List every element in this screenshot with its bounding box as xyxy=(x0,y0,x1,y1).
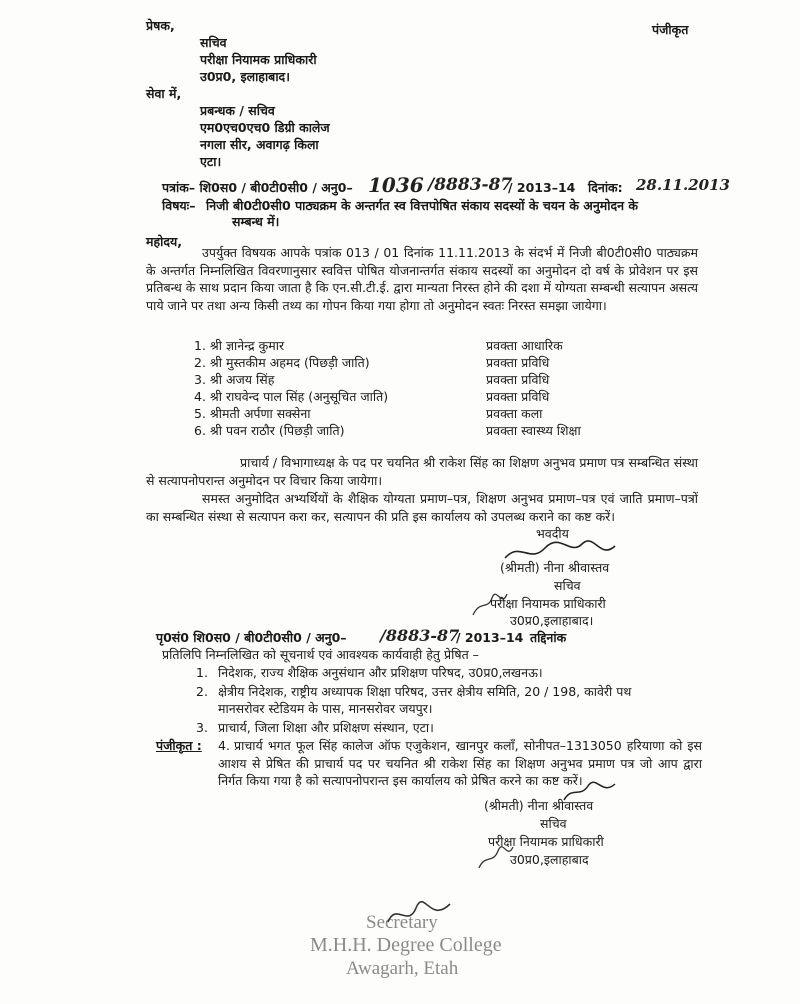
list-item xyxy=(194,406,311,422)
copy-item-text: क्षेत्रीय निदेशक, राष्ट्रीय अध्यापक शिक्षा परिषद, उत्तर क्षेत्रीय समिति, 20 / 198, कावेरी पथ xyxy=(218,684,632,699)
subject-text-line2: सम्बन्ध में। xyxy=(232,214,280,229)
recipient-line-1: प्रबन्धक / सचिव xyxy=(200,103,275,118)
signatory-title: सचिव xyxy=(540,816,567,831)
copy-ref-suffix: तद्दिनांक xyxy=(530,630,567,645)
recipient-line-3: नगला सीर, अवागढ़ किला xyxy=(200,137,319,152)
date-label: दिनांक: xyxy=(588,180,623,195)
list-item xyxy=(194,338,284,354)
initials-scribble-icon xyxy=(476,842,516,872)
copy-item-text: प्राचार्य, जिला शिक्षा और प्रशिक्षण संस्थान, एटा। xyxy=(218,720,434,735)
faculty-post: प्रवक्ता प्रविधि xyxy=(486,355,550,370)
registered-mark: पंजीकृत xyxy=(652,22,689,37)
copy-item-number: 4. xyxy=(218,738,230,753)
signatory-office: परीक्षा नियामक प्राधिकारी xyxy=(488,834,604,849)
signatory-city: उ0प्र0,इलाहाबाद। xyxy=(510,613,594,628)
sender-label: प्रेषक, xyxy=(146,18,175,33)
reference-year: / 2013–14 xyxy=(508,180,576,195)
recipient-line-4: एटा। xyxy=(200,154,222,169)
faculty-post: प्रवक्ता स्वास्थ्य शिक्षा xyxy=(486,423,581,438)
list-number: 5. xyxy=(194,406,206,421)
initials-scribble-icon xyxy=(470,590,510,620)
paragraph-2: प्राचार्य / विभागाध्यक्ष के पद पर चयनित श्री राकेश सिंह का शिक्षण अनुभव प्रमाण पत्र सम्बन्धित संस्था से सत्यापनोपरान्त अनुमोदन पर विचार किया जायेगा। xyxy=(146,455,698,488)
stamp-line-1: Secretary xyxy=(366,912,438,933)
paragraph-1: उपर्युक्त विषयक आपके पत्रांक 013 / 01 दिनांक 11.11.2013 के संदर्भ में निजी बी0टी0सी0 पाठ्यक्रम के अन्तर्गत निम्नलिखित विवरणानुसार स्ववित्त पोषित योजनान्तर्गत संकाय सदस्यों का अनुमोदन दो वर्ष के प्रोवेशन पर इस प्रतिबन्ध के साथ प्रदान किया जाता है कि एन.सी.टी.ई. द्वारा मान्यता निरस्त होने की दशा में योग्यता सम्बन्धी सत्यापन असत्य पाये जाने पर तथा अन्य किसी तथ्य का गोपन किया गया होगा तो अनुमोदन स्वतः निरस्त समझा जायेगा। xyxy=(146,245,698,313)
faculty-post: प्रवक्ता आधारिक xyxy=(486,338,563,353)
reference-number: 1036 xyxy=(368,173,424,197)
copy-intro: प्रतिलिपि निम्नलिखित को सूचनार्थ एवं आवश्यक कार्यवाही हेतु प्रेषित – xyxy=(162,647,479,662)
copy-ref-hand: /8883-87 xyxy=(380,626,460,645)
faculty-name: श्री मुस्तकीम अहमद (पिछड़ी जाति) xyxy=(209,355,370,370)
faculty-name: श्रीमती अर्पणा सक्सेना xyxy=(209,406,311,421)
list-item xyxy=(194,389,388,405)
faculty-post: प्रवक्ता प्रविधि xyxy=(486,372,550,387)
copy-item-number: 3. xyxy=(196,720,208,735)
faculty-post: प्रवक्ता कला xyxy=(486,406,543,421)
signatory-office: परीक्षा नियामक प्राधिकारी xyxy=(490,596,606,611)
list-number: 2. xyxy=(194,355,206,370)
signatory-name: (श्रीमती) नीना श्रीवास्तव xyxy=(484,798,594,813)
list-item xyxy=(194,355,370,371)
paragraph-3: समस्त अनुमोदित अभ्यर्थियों के शैक्षिक योग्यता प्रमाण–पत्र, शिक्षण अनुभव प्रमाण–पत्र एवं जाति प्रमाण–पत्रों का सम्बन्धित संस्था से सत्यापन करा कर, सत्यापन की प्रति इस कार्यालय को उपलब्ध कराने का कष्ट करें। xyxy=(146,491,698,524)
stamp-line-3: Awagarh, Etah xyxy=(346,958,459,979)
sender-line-2: परीक्षा नियामक प्राधिकारी xyxy=(200,52,317,67)
signatory-city: उ0प्र0,इलाहाबाद xyxy=(510,852,589,867)
date-value: 28.11.2013 xyxy=(636,176,730,194)
copy-item-4: प्राचार्य भगत फूल सिंह कालेज ऑफ एजुकेशन, खानपुर कलाँ, सोनीपत–1313050 हरियाणा को इस आशय से प्रेषित की प्राचार्य पद पर चयनित श्री राकेश सिंह का शिक्षण अनुभव प्रमाण पत्र जो आप द्वारा निर्गत किया गया है को सत्यापनोपरान्त इस कार्यालय को प्रेषित करने का कष्ट करें। xyxy=(218,738,702,788)
copy-item-number: 2. xyxy=(196,684,208,699)
stamp-line-2: M.H.H. Degree College xyxy=(310,934,502,956)
sender-line-1: सचिव xyxy=(200,35,227,50)
faculty-name: श्री पवन राठौर (पिछड़ी जाति) xyxy=(209,423,345,438)
subject-text: निजी बी0टी0सी0 पाठ्यक्रम के अन्तर्गत स्व वित्तपोषित संकाय सदस्यों के चयन के अनुमोदन के xyxy=(206,198,639,213)
recipient-line-2: एम0एच0एच0 डिग्री कालेज xyxy=(200,120,330,135)
list-number: 1. xyxy=(194,338,206,353)
faculty-post: प्रवक्ता प्रविधि xyxy=(486,389,550,404)
reference-hand-number: /8883-87 xyxy=(428,175,513,195)
list-number: 3. xyxy=(194,372,206,387)
salutation: महोदय, xyxy=(146,234,182,249)
list-number: 4. xyxy=(194,389,206,404)
registered-label: पंजीकृत : xyxy=(156,738,202,753)
list-item xyxy=(194,372,274,388)
signatory-title: सचिव xyxy=(554,578,581,593)
list-item xyxy=(194,423,345,439)
copy-item-number: 1. xyxy=(196,665,208,680)
subject-label: विषयः– xyxy=(162,198,196,213)
to-label: सेवा में, xyxy=(146,86,182,101)
stamp-signature-icon xyxy=(380,898,460,932)
copy-ref-prefix: पृ0सं0 शि0स0 / बी0टी0सी0 / अनु0– xyxy=(156,630,347,645)
faculty-name: श्री अजय सिंह xyxy=(209,372,275,387)
copy-item-text-line2: मानसरोवर स्टेडियम के पास, मानसरोवर जयपुर। xyxy=(218,701,433,716)
copy-ref-year: / 2013–14 xyxy=(456,630,524,645)
copy-item-text: निदेशक, राज्य शैक्षिक अनुसंधान और प्रशिक्षण परिषद, उ0प्र0,लखनऊ। xyxy=(218,665,543,680)
list-number: 6. xyxy=(194,423,206,438)
sender-line-3: उ0प्र0, इलाहाबाद। xyxy=(200,69,290,84)
closing: भवदीय xyxy=(536,526,569,541)
faculty-name: श्री राघवेन्द पाल सिंह (अनुसूचित जाति) xyxy=(209,389,389,404)
reference-prefix: पत्रांक– शि0स0 / बी0टी0सी0 / अनु0– xyxy=(162,180,353,195)
signatory-name: (श्रीमती) नीना श्रीवास्तव xyxy=(500,560,610,575)
faculty-name: श्री ज्ञानेन्द्र कुमार xyxy=(209,338,285,353)
